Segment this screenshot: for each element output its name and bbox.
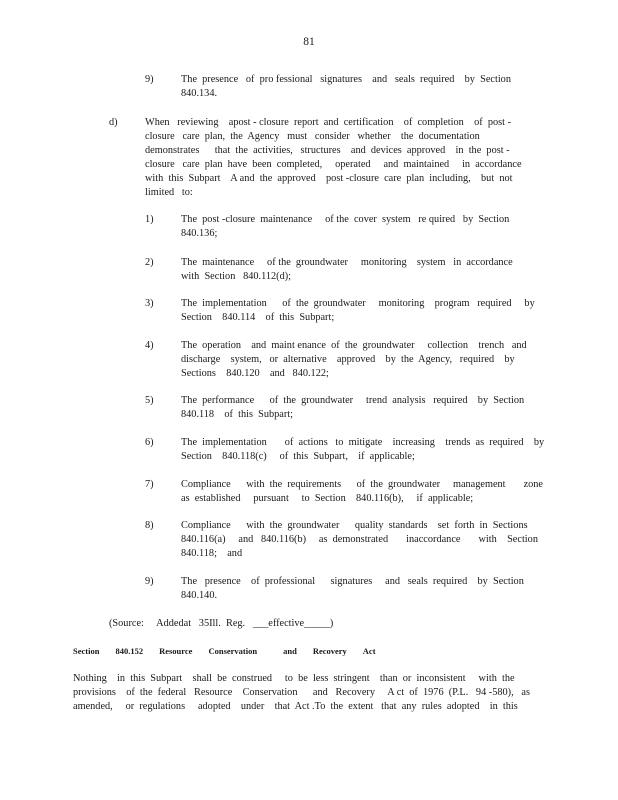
item-number: 4) bbox=[145, 340, 154, 351]
paragraph-line: Nothing in this Subpart shall be construed to be less stringent than or inconsistent with the bbox=[73, 673, 515, 684]
heading-word: Act bbox=[362, 646, 376, 656]
item-number: 7) bbox=[145, 479, 154, 490]
paragraph-line: closure care plan, the Agency must consider whether the documentation bbox=[145, 131, 480, 142]
item-text-line: 840.140. bbox=[181, 590, 218, 601]
item-text-line: as established pursuant to Section 840.116(b), if applicable; bbox=[181, 493, 474, 504]
paragraph-line: demonstrates that the activities, structures and devices approved in the post - bbox=[145, 145, 510, 156]
item-text-line: 840.116(a) and 840.116(b) as demonstrated inaccordance with Section bbox=[181, 534, 538, 545]
item-number: 1) bbox=[145, 214, 154, 225]
item-number: 9) bbox=[145, 74, 154, 85]
heading-word: Conservation bbox=[208, 646, 258, 656]
item-text-line: The implementation of the groundwater monitoring program required by bbox=[181, 298, 535, 309]
paragraph-line: closure care plan have been completed, operated and maintained in accordance bbox=[145, 159, 522, 170]
item-text-line: with Section 840.112(d); bbox=[181, 271, 292, 282]
heading-word: 840.152 bbox=[115, 646, 144, 656]
item-number: 2) bbox=[145, 257, 154, 268]
item-number: 6) bbox=[145, 437, 154, 448]
item-text-line: The presence of professional signatures and seals required by Section bbox=[181, 576, 524, 587]
item-text-line: discharge system, or alternative approved by the Agency, required by bbox=[181, 354, 515, 365]
item-text-line: The post -closure maintenance of the cover system re quired by Section bbox=[181, 214, 510, 225]
paragraph-line: provisions of the federal Resource Conservation and Recovery A ct of 1976 (P.L. 94 -580), as bbox=[73, 687, 530, 698]
item-text-line: The performance of the groundwater trend analysis required by Section bbox=[181, 395, 525, 406]
page-number: 81 bbox=[303, 36, 315, 48]
item-number: 3) bbox=[145, 298, 154, 309]
item-text-line: Compliance with the requirements of the groundwater management zone bbox=[181, 479, 544, 490]
item-text-line: Section 840.114 of this Subpart; bbox=[181, 312, 335, 323]
paragraph-line: with this Subpart A and the approved post -closure care plan including, but not bbox=[145, 173, 513, 184]
heading-word: Resource bbox=[159, 646, 193, 656]
item-text-line: Compliance with the groundwater quality standards set forth in Sections bbox=[181, 520, 528, 531]
item-text-line: 840.118 of this Subpart; bbox=[181, 409, 294, 420]
item-number: 5) bbox=[145, 395, 154, 406]
item-text-line: Sections 840.120 and 840.122; bbox=[181, 368, 329, 379]
item-text-line: The maintenance of the groundwater monitoring system in accordance bbox=[181, 257, 513, 268]
item-text-line: 840.134. bbox=[181, 88, 218, 99]
paragraph-line: When reviewing apost - closure report and certification of completion of post - bbox=[145, 117, 512, 128]
heading-word: and bbox=[283, 646, 297, 656]
paragraph-label: d) bbox=[109, 117, 118, 128]
item-text-line: 840.118; and bbox=[181, 548, 243, 559]
heading-word: Recovery bbox=[312, 646, 347, 656]
heading-word: Section bbox=[73, 646, 100, 656]
item-text-line: The operation and maint enance of the groundwater collection trench and bbox=[181, 340, 527, 351]
item-text-line: Section 840.118(c) of this Subpart, if applicable; bbox=[181, 451, 415, 462]
paragraph-line: limited to: bbox=[145, 187, 193, 198]
item-text-line: The implementation of actions to mitigate increasing trends as required by bbox=[181, 437, 545, 448]
section-heading bbox=[73, 646, 392, 656]
item-text-line: The presence of pro fessional signatures and seals required by Section bbox=[181, 74, 511, 85]
item-number: 8) bbox=[145, 520, 154, 531]
paragraph-line: amended, or regulations adopted under that Act .To the extent that any rules adopted in this bbox=[73, 701, 518, 712]
item-text-line: 840.136; bbox=[181, 228, 218, 239]
item-number: 9) bbox=[145, 576, 154, 587]
source-note: (Source: Addedat 35Ill. Reg. ___effective_____) bbox=[109, 618, 334, 629]
